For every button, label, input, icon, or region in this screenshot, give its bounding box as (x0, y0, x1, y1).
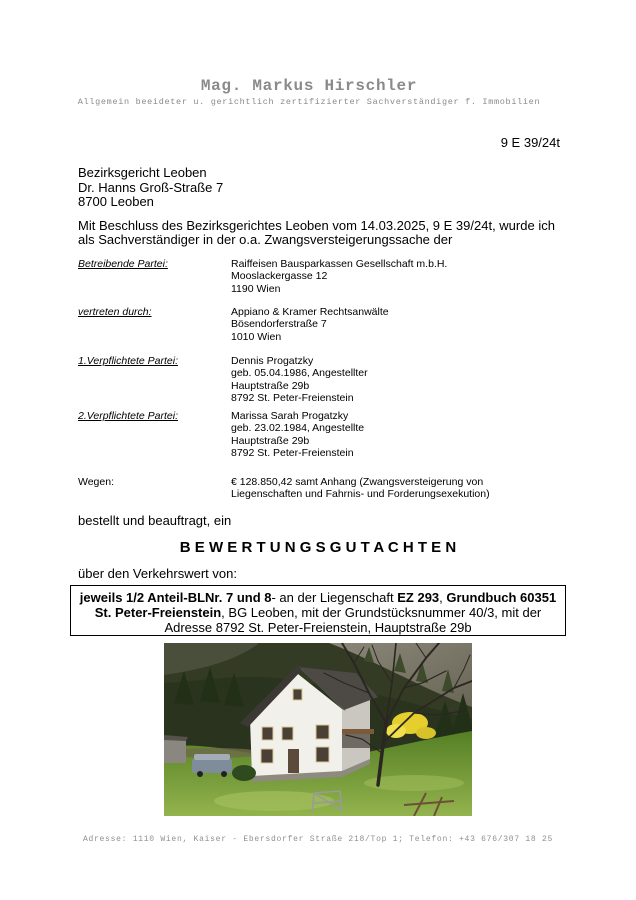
party-details (231, 258, 447, 295)
party-label: 1.Verpflichtete Partei: (78, 355, 178, 367)
party-street: Hauptstraße 29b (231, 379, 310, 392)
share-text: jeweils 1/2 Anteil-BLNr. 7 und 8 (79, 590, 272, 605)
trailer-body (192, 759, 232, 773)
house-window (316, 725, 329, 739)
party-details (231, 410, 364, 460)
trailer-wheel (197, 771, 203, 777)
house-window (293, 689, 302, 700)
party-row-claim (0, 476, 636, 506)
house-door (288, 749, 299, 773)
party-city: 8792 St. Peter-Freienstein (231, 392, 354, 405)
party-name: Appiano & Kramer Rechtsanwälte (231, 306, 389, 318)
party-label: vertreten durch: (78, 306, 152, 318)
subject-line (71, 590, 565, 605)
party-row-obligor-1 (0, 355, 636, 415)
letterhead-subtitle: Allgemein beeideter u. gerichtlich zertifizierter Sachverständiger f. Immobilien (77, 97, 541, 107)
party-city: 8792 St. Peter-Freienstein (231, 447, 354, 460)
trailer-wheel (221, 771, 227, 777)
subject-text: - an der Liegenschaft (271, 590, 398, 605)
intro-line: Mit Beschluss des Bezirksgerichtes Leoben vom 14.03.2025, 9 E 39/24t, wurde ich (78, 218, 555, 233)
municipality: St. Peter-Freienstein (94, 605, 222, 620)
party-city: 1190 Wien (231, 282, 281, 295)
report-title: B E W E R T U N G S G U T A C H T E N (179, 539, 457, 556)
subject-text: , BG Leoben, mit der Grundstücksnummer 40/3, mit der (221, 605, 542, 620)
subject-line (71, 620, 565, 635)
claim-label: Wegen: (78, 476, 114, 488)
party-name: Raiffeisen Bausparkassen Gesellschaft m.b.H. (231, 258, 448, 270)
court-city: 8700 Leoben (78, 194, 154, 209)
party-street: Bösendorferstraße 7 (231, 318, 327, 331)
subject-address: Adresse 8792 St. Peter-Freienstein, Hauptstraße 29b (164, 620, 472, 635)
property-photo (164, 643, 472, 816)
party-street: Hauptstraße 29b (231, 434, 310, 447)
trailer-cover (194, 754, 230, 760)
commission-text: bestellt und beauftragt, ein (78, 513, 232, 528)
court-street: Dr. Hanns Groß-Straße 7 (78, 179, 224, 195)
footer-address: Adresse: 1110 Wien, Kaiser - Ebersdorfer Straße 218/Top 1; Telefon: +43 676/307 18 25 (82, 835, 554, 844)
party-name: Marissa Sarah Progatzky (231, 410, 349, 422)
intro-paragraph (78, 219, 555, 247)
letterhead-name: Mag. Markus Hirschler (200, 77, 418, 95)
balcony-railing (342, 729, 374, 734)
house-window (262, 727, 273, 740)
intro-line: als Sachverständiger in der o.a. Zwangsversteigerungssache der (78, 232, 453, 247)
party-street: Mooslackergasse 12 (231, 270, 328, 283)
party-details (231, 355, 368, 405)
court-name: Bezirksgericht Leoben (78, 165, 207, 180)
party-label: 2.Verpflichtete Partei: (78, 410, 178, 422)
subject-property-box (70, 585, 566, 636)
party-birth-occupation: geb. 23.02.1984, Angestellte (231, 422, 365, 435)
outbuilding (164, 739, 186, 763)
property-photo-scene (164, 643, 472, 816)
claim-amount: € 128.850,42 samt Anhang (Zwangsversteigerung von (231, 476, 484, 488)
party-details (231, 306, 389, 343)
case-number: 9 E 39/24t (500, 135, 560, 150)
forsythia-bush (416, 727, 436, 739)
subject-intro: über den Verkehrswert von: (78, 566, 237, 581)
party-label: Betreibende Partei: (78, 258, 168, 270)
shrub (232, 765, 256, 781)
party-birth-occupation: geb. 05.04.1986, Angestellter (231, 367, 368, 380)
party-city: 1010 Wien (231, 330, 282, 343)
subject-text: , (439, 590, 447, 605)
claim-description: Liegenschaften und Fahrnis- und Forderungsexekution) (231, 488, 490, 501)
house-window (282, 727, 293, 740)
house-window (261, 749, 273, 763)
subject-line (71, 605, 565, 620)
party-name: Dennis Progatzky (231, 355, 314, 367)
ez-number: EZ 293 (397, 590, 440, 605)
party-row-obligor-2 (0, 410, 636, 470)
land-register: Grundbuch 60351 (446, 590, 557, 605)
house-window (316, 747, 329, 762)
court-address (78, 166, 223, 210)
claim-details (231, 476, 490, 501)
